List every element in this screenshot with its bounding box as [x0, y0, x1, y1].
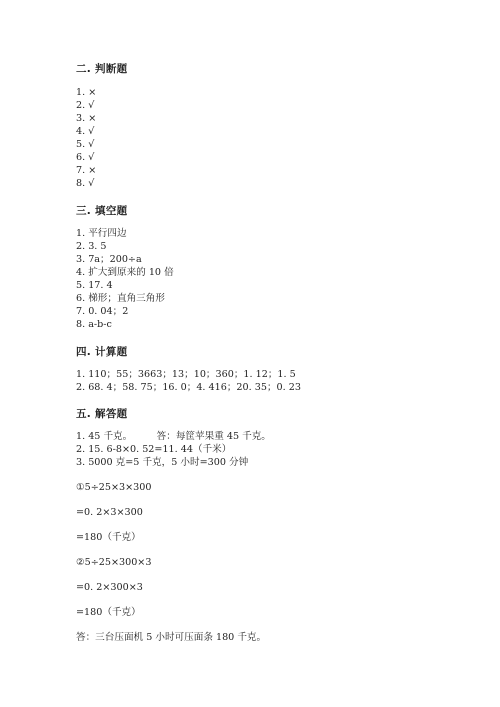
- calculation-answer-1: 1. 110；55；3663；13；10；360；1. 12；1. 5: [76, 369, 296, 380]
- solution-conclusion: 答：三台压面机 5 小时可压面条 180 千克。: [76, 632, 267, 643]
- solution-step-4: ②5÷25×300×3: [76, 557, 152, 568]
- fill-blank-answer-4: 4. 扩大到原来的 10 倍: [76, 267, 174, 278]
- solution-step-1: ①5÷25×3×300: [76, 482, 152, 493]
- fill-blank-answer-6: 6. 梯形；直角三角形: [76, 293, 165, 304]
- judgment-answer-3: 3. ×: [76, 113, 97, 124]
- judgment-answer-5: 5. √: [76, 139, 95, 150]
- solution-answer-1: 1. 45 千克。 答：每筐苹果重 45 千克。: [76, 431, 271, 442]
- solution-step-3: =180（千克）: [76, 532, 141, 543]
- solution-step-5: =0. 2×300×3: [76, 582, 143, 593]
- section-title-fill-blank: 三. 填空题: [76, 205, 128, 217]
- fill-blank-answer-1: 1. 平行四边: [76, 228, 127, 239]
- fill-blank-answer-8: 8. a-b-c: [76, 319, 112, 330]
- judgment-answer-8: 8. √: [76, 178, 95, 189]
- judgment-answer-2: 2. √: [76, 100, 95, 111]
- fill-blank-answer-5: 5. 17. 4: [76, 280, 113, 291]
- section-title-solution: 五. 解答题: [76, 408, 128, 420]
- fill-blank-answer-3: 3. 7a；200÷a: [76, 254, 142, 265]
- judgment-answer-1: 1. ×: [76, 87, 97, 98]
- solution-answer-3: 3. 5000 克=5 千克，5 小时=300 分钟: [76, 457, 249, 468]
- solution-step-6: =180（千克）: [76, 607, 141, 618]
- calculation-answer-2: 2. 68. 4；58. 75；16. 0；4. 416；20. 35；0. 23: [76, 382, 301, 393]
- section-title-judgment: 二. 判断题: [76, 63, 128, 75]
- solution-step-2: =0. 2×3×300: [76, 507, 143, 518]
- section-title-calculation: 四. 计算题: [76, 346, 128, 358]
- judgment-answer-7: 7. ×: [76, 165, 97, 176]
- judgment-answer-6: 6. √: [76, 152, 95, 163]
- fill-blank-answer-2: 2. 3. 5: [76, 241, 107, 252]
- solution-answer-2: 2. 15. 6-8×0. 52=11. 44（千米）: [76, 444, 232, 455]
- fill-blank-answer-7: 7. 0. 04；2: [76, 306, 129, 317]
- judgment-answer-4: 4. √: [76, 126, 95, 137]
